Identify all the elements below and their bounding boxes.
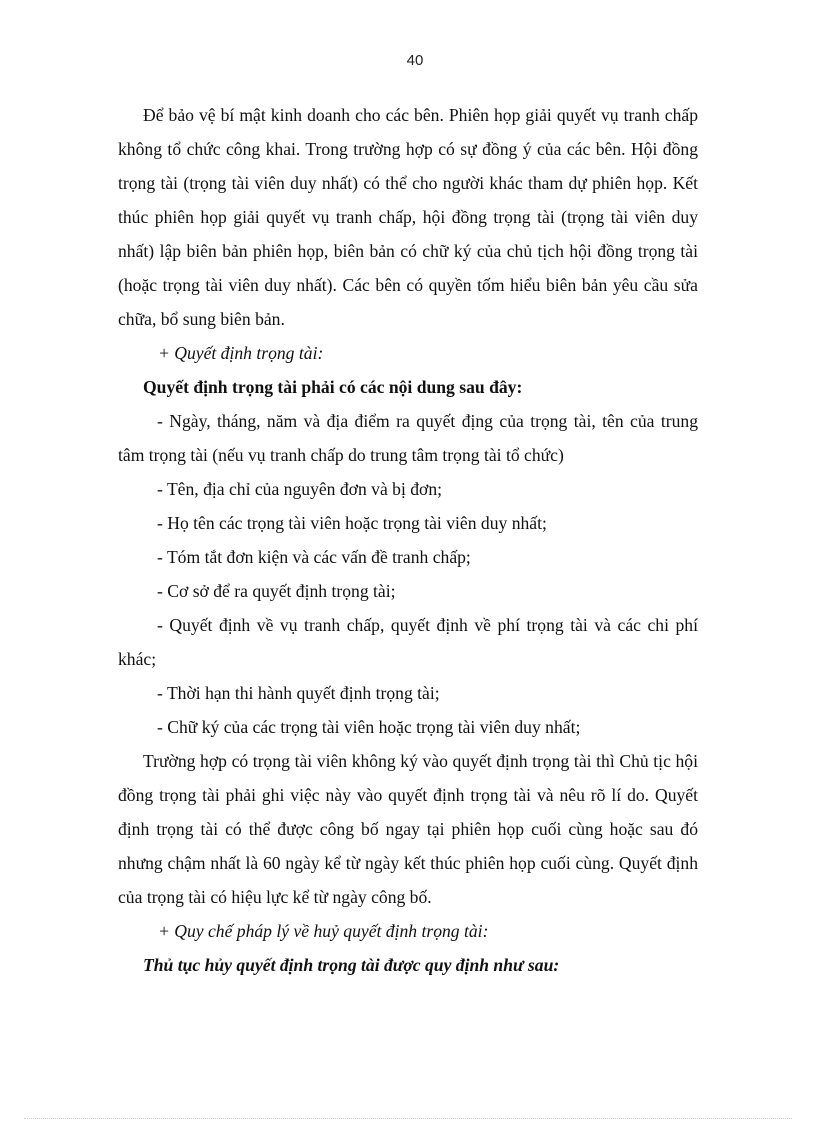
section-heading-annulment: + Quy chế pháp lý về huỷ quyết định trọng tài: bbox=[158, 921, 489, 941]
list-item: - Ngày, tháng, năm và địa điểm ra quyết địng của trọng tài, tên của trung tâm trọng tài (nếu vụ tranh chấp do trung tâm trọng tài tổ chức) bbox=[118, 411, 698, 465]
page-body bbox=[118, 98, 698, 982]
list-item: - Quyết định về vụ tranh chấp, quyết định về phí trọng tài và các chi phí khác; bbox=[118, 615, 698, 669]
subheading-annulment-procedure: Thủ tục hủy quyết định trọng tài được quy định như sau: bbox=[143, 955, 560, 975]
page-number: 40 bbox=[406, 52, 424, 69]
section-heading-arbitration-decision: + Quyết định trọng tài: bbox=[158, 343, 324, 363]
list-item: - Cơ sở để ra quyết định trọng tài; bbox=[157, 581, 396, 601]
list-item: - Tên, địa chỉ của nguyên đơn và bị đơn; bbox=[157, 479, 443, 499]
intro-paragraph: Để bảo vệ bí mật kinh doanh cho các bên. Phiên họp giải quyết vụ tranh chấp không tổ chức công khai. Trong trường hợp có sự đồng ý của các bên. Hội đồng trọng tài (trọng tài viên duy nhất) có thể cho người khác tham dự phiên họp. Kết thúc phiên họp giải quyết vụ tranh chấp, hội đồng trọng tài (trọng tài viên duy nhất) lập biên bản phiên họp, biên bản có chữ ký của chủ tịch hội đồng trọng tài (hoặc trọng tài viên duy nhất). Các bên có quyền tốm hiểu biên bản yêu cầu sửa chữa, bổ sung biên bản. bbox=[118, 105, 698, 329]
list-item: - Thời hạn thi hành quyết định trọng tài; bbox=[157, 683, 440, 703]
list-item: - Chữ ký của các trọng tài viên hoặc trọng tài viên duy nhất; bbox=[157, 717, 581, 737]
page-bottom-divider bbox=[24, 1118, 792, 1119]
list-item: - Họ tên các trọng tài viên hoặc trọng tài viên duy nhất; bbox=[157, 513, 547, 533]
list-item: - Tóm tắt đơn kiện và các vấn đề tranh chấp; bbox=[157, 547, 471, 567]
subheading-decision-contents: Quyết định trọng tài phải có các nội dung sau đây: bbox=[143, 377, 523, 397]
unsigned-decision-paragraph: Trường hợp có trọng tài viên không ký vào quyết định trọng tài thì Chủ tịc hội đồng trọng tài phải ghi việc này vào quyết định trọng tài và nêu rõ lí do. Quyết định trọng tài có thể được công bố ngay tại phiên họp cuối cùng hoặc sau đó nhưng chậm nhất là 60 ngày kể từ ngày kết thúc phiên họp cuối cùng. Quyết định của trọng tài có hiệu lực kể từ ngày công bố. bbox=[118, 751, 698, 907]
